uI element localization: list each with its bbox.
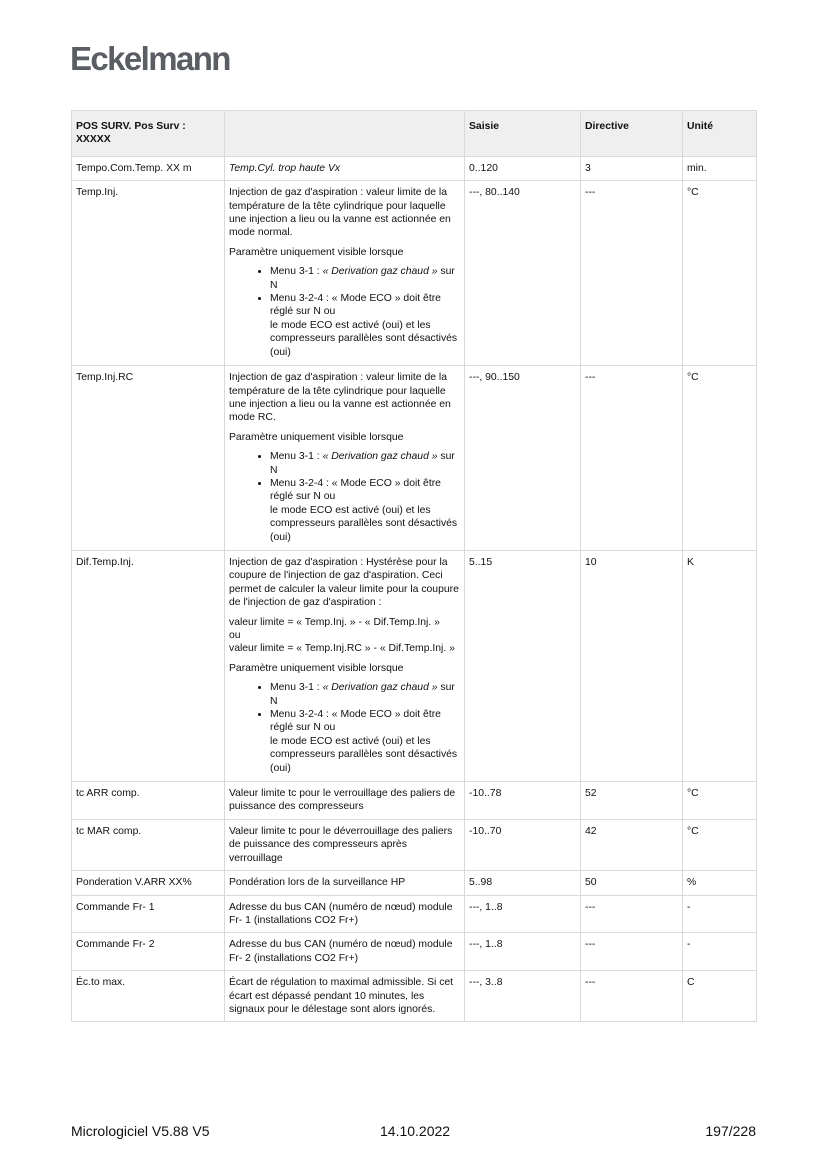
cell-unite: - [683, 933, 757, 971]
header-saisie: Saisie [465, 111, 581, 157]
table-row [72, 871, 757, 895]
cell-unite: °C [683, 366, 757, 551]
cell-unite: °C [683, 819, 757, 870]
cell-directive: 52 [581, 782, 683, 820]
cell-directive: --- [581, 366, 683, 551]
cell-param: Temp.Inj. [72, 181, 225, 366]
cell-desc: Valeur limite tc pour le déverrouillage des paliers de puissance des compresseurs après verrouillage [225, 819, 465, 870]
cell-unite: C [683, 971, 757, 1022]
desc-text: Injection de gaz d'aspiration : valeur limite de la température de la tête cylindrique pour laquelle une injection a lieu ou la vanne est actionnée en mode RC. [229, 372, 451, 424]
cell-param: Ponderation V.ARR XX% [72, 871, 225, 895]
cell-directive: --- [581, 971, 683, 1022]
desc-italic: Temp.Cyl. trop haute Vx [229, 162, 341, 174]
cell-directive: --- [581, 181, 683, 366]
cell-param: Éc.to max. [72, 971, 225, 1022]
cell-unite: K [683, 550, 757, 781]
cell-desc [225, 156, 465, 180]
table-row [72, 156, 757, 180]
cell-param: Tempo.Com.Temp. XX m [72, 156, 225, 180]
cell-directive: 50 [581, 871, 683, 895]
cell-directive: 10 [581, 550, 683, 781]
cell-directive: 42 [581, 819, 683, 870]
cell-saisie: 5..98 [465, 871, 581, 895]
table-row [72, 971, 757, 1022]
table-header-row [72, 111, 757, 157]
header-parameter: POS SURV. Pos Surv : XXXXX [72, 111, 225, 157]
cell-saisie: ---, 3..8 [465, 971, 581, 1022]
table-row [72, 819, 757, 870]
cell-param: Commande Fr- 1 [72, 895, 225, 933]
desc-text: Injection de gaz d'aspiration : valeur limite de la température de la tête cylindrique pour laquelle une injection a lieu ou la vanne est actionnée en mode normal. [229, 187, 451, 239]
company-logo: Eckelmann [70, 40, 230, 77]
header-description [225, 111, 465, 157]
cell-desc: Valeur limite tc pour le verrouillage des paliers de puissance des compresseurs [225, 782, 465, 820]
cell-saisie: -10..78 [465, 782, 581, 820]
cell-saisie: 5..15 [465, 550, 581, 781]
cell-desc: Adresse du bus CAN (numéro de nœud) module Fr- 1 (installations CO2 Fr+) [225, 895, 465, 933]
cell-desc: Adresse du bus CAN (numéro de nœud) module Fr- 2 (installations CO2 Fr+) [225, 933, 465, 971]
cell-saisie: ---, 1..8 [465, 933, 581, 971]
cell-saisie: ---, 1..8 [465, 895, 581, 933]
cell-param: Dif.Temp.Inj. [72, 550, 225, 781]
visible-note: Paramètre uniquement visible lorsque [229, 246, 404, 258]
footer-date: 14.10.2022 [380, 1123, 451, 1139]
cell-directive: 3 [581, 156, 683, 180]
cell-desc: Pondération lors de la surveillance HP [225, 871, 465, 895]
cell-unite: - [683, 895, 757, 933]
cell-param: Commande Fr- 2 [72, 933, 225, 971]
table-row [72, 550, 757, 781]
cell-desc [225, 366, 465, 551]
cell-param: Temp.Inj.RC [72, 366, 225, 551]
table-row [72, 895, 757, 933]
condition-item: • Menu 3-2-4 : « Mode ECO » doit être réglé sur N ou le mode ECO est activé (oui) et les compresseurs parallèles sont désactivés (oui) [270, 477, 460, 544]
cell-unite: °C [683, 181, 757, 366]
cell-saisie: ---, 90..150 [465, 366, 581, 551]
footer-firmware: Micrologiciel V5.88 V5 [71, 1123, 210, 1139]
cell-unite: min. [683, 156, 757, 180]
cell-param: tc ARR comp. [72, 782, 225, 820]
condition-list [229, 265, 460, 359]
table-row [72, 933, 757, 971]
condition-list [229, 450, 460, 544]
footer-page-number: 197/228 [705, 1123, 756, 1139]
condition-item: • Menu 3-1 : « Derivation gaz chaud » sur N [270, 265, 460, 292]
cell-saisie: -10..70 [465, 819, 581, 870]
condition-item: • Menu 3-1 : « Derivation gaz chaud » sur N [270, 681, 460, 708]
condition-list [229, 681, 460, 775]
cell-desc: Écart de régulation to maximal admissible. Si cet écart est dépassé pendant 10 minutes, les signaux pour le délestage sont alors ignorés. [225, 971, 465, 1022]
desc-text: Injection de gaz d'aspiration : Hystérèse pour la coupure de l'injection de gaz d'aspiration. Ceci permet de calculer la valeur limite pour la coupure de l'injection de gaz d'aspiration : [229, 556, 459, 609]
parameter-table [71, 110, 757, 1022]
header-directive: Directive [581, 111, 683, 157]
header-unite: Unité [683, 111, 757, 157]
condition-item: • Menu 3-2-4 : « Mode ECO » doit être réglé sur N ou le mode ECO est activé (oui) et les compresseurs parallèles sont désactivés (oui) [270, 708, 460, 775]
cell-param: tc MAR comp. [72, 819, 225, 870]
cell-directive: --- [581, 895, 683, 933]
cell-unite: °C [683, 782, 757, 820]
cell-saisie: ---, 80..140 [465, 181, 581, 366]
cell-unite: % [683, 871, 757, 895]
condition-item: • Menu 3-2-4 : « Mode ECO » doit être réglé sur N ou le mode ECO est activé (oui) et les compresseurs parallèles sont désactivés (oui) [270, 292, 460, 359]
condition-item: • Menu 3-1 : « Derivation gaz chaud » sur N [270, 450, 460, 477]
visible-note: Paramètre uniquement visible lorsque [229, 662, 404, 674]
cell-saisie: 0..120 [465, 156, 581, 180]
table-row [72, 782, 757, 820]
table-row [72, 366, 757, 551]
cell-desc [225, 550, 465, 781]
table-row [72, 181, 757, 366]
cell-directive: --- [581, 933, 683, 971]
formula: valeur limite = « Temp.Inj. » - « Dif.Temp.Inj. » ou valeur limite = « Temp.Inj.RC » - « Dif.Temp.Inj. » [229, 616, 455, 655]
cell-desc [225, 181, 465, 366]
visible-note: Paramètre uniquement visible lorsque [229, 431, 404, 443]
